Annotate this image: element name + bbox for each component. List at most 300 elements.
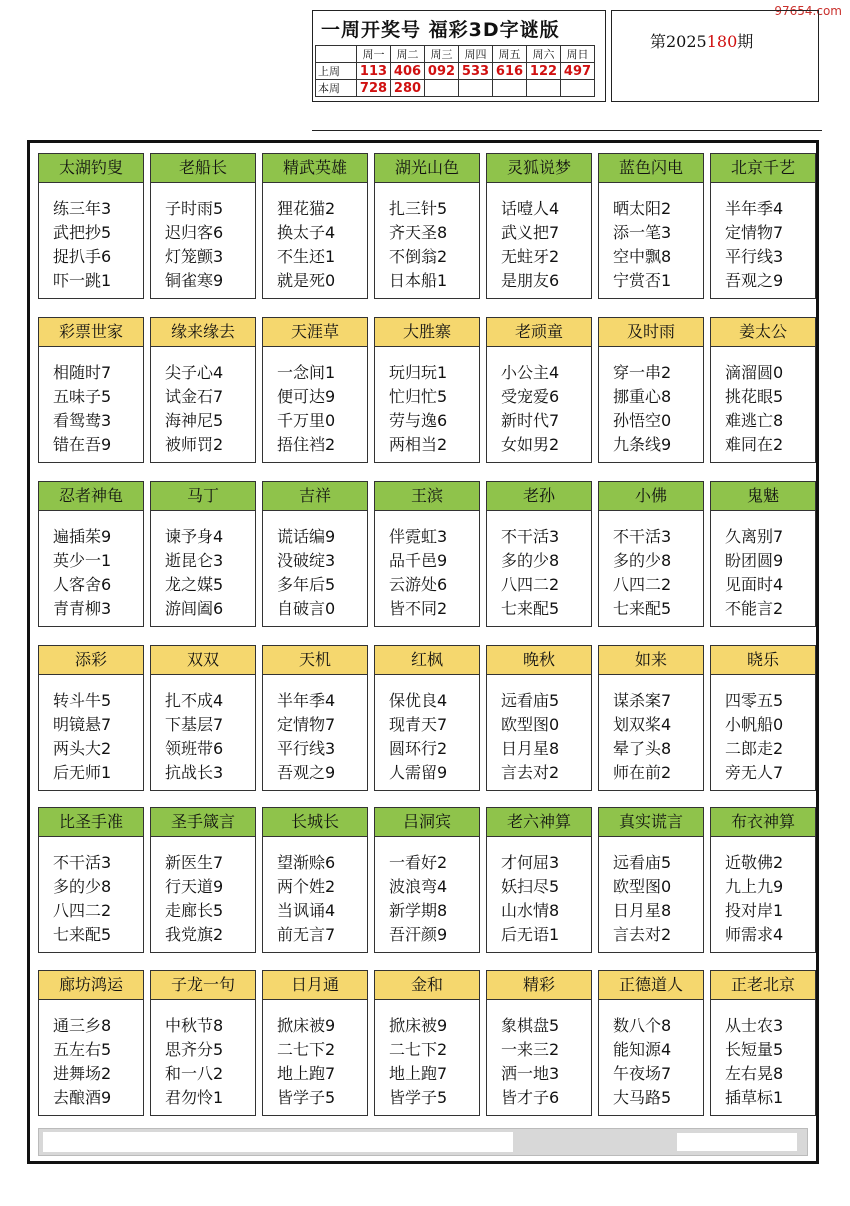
- riddle-line: 挑花眼5: [725, 387, 784, 406]
- riddle-line: 青青柳3: [53, 599, 112, 618]
- riddle-line: 铜雀寒9: [165, 271, 224, 290]
- card-riddle-lines: [599, 183, 703, 293]
- riddle-line: 半年季4: [277, 691, 336, 710]
- draw-number: 497: [561, 63, 595, 80]
- riddle-line: 远看庙5: [501, 691, 560, 710]
- card-riddle-lines: [711, 1000, 815, 1110]
- riddle-card: [150, 153, 256, 299]
- riddle-card: [374, 153, 480, 299]
- day-header: 周一: [357, 46, 391, 63]
- weekly-results-table: [315, 45, 595, 97]
- riddle-line: 新时代7: [501, 411, 560, 430]
- riddle-card: [38, 317, 144, 463]
- draw-number: [459, 80, 493, 97]
- riddle-line: 我党旗2: [165, 925, 224, 944]
- issue-number: 第2025180期: [650, 32, 754, 51]
- riddle-card: [262, 481, 368, 627]
- draw-results-header: [312, 10, 606, 102]
- riddle-line: 不生还1: [277, 247, 336, 266]
- draw-number: 092: [425, 63, 459, 80]
- card-author-name: 灵狐说梦: [487, 154, 591, 183]
- card-riddle-lines: [151, 837, 255, 947]
- riddle-line: 两相当2: [389, 435, 448, 454]
- card-author-name: 如来: [599, 646, 703, 675]
- riddle-card: [486, 481, 592, 627]
- card-author-name: 老船长: [151, 154, 255, 183]
- card-author-name: 鬼魅: [711, 482, 815, 511]
- riddle-line: 吾观之9: [277, 763, 336, 782]
- riddle-line: 多的少8: [501, 551, 560, 570]
- riddle-line: 地上跑7: [389, 1064, 448, 1083]
- riddle-line: 试金石7: [165, 387, 224, 406]
- riddle-line: 两头大2: [53, 739, 112, 758]
- riddle-line: 子时雨5: [165, 199, 224, 218]
- card-author-name: 添彩: [39, 646, 143, 675]
- riddle-card: [710, 807, 816, 953]
- divider: [312, 130, 822, 131]
- riddle-card: [374, 970, 480, 1116]
- card-author-name: 吉祥: [263, 482, 367, 511]
- riddle-line: 久离别7: [725, 527, 784, 546]
- riddle-line: 近敬佛2: [725, 853, 784, 872]
- riddle-line: 受宠爱6: [501, 387, 560, 406]
- riddle-line: 小帆船0: [725, 715, 784, 734]
- riddle-line: 平行线3: [277, 739, 336, 758]
- riddle-line: 便可达9: [277, 387, 336, 406]
- riddle-line: 一来三2: [501, 1040, 560, 1059]
- riddle-line: 插草标1: [725, 1088, 784, 1107]
- riddle-line: 女如男2: [501, 435, 560, 454]
- card-riddle-lines: [375, 1000, 479, 1110]
- riddle-line: 通三乡8: [53, 1016, 112, 1035]
- riddle-line: 人需留9: [389, 763, 448, 782]
- day-header: 周四: [459, 46, 493, 63]
- card-riddle-lines: [39, 837, 143, 947]
- riddle-line: 师在前2: [613, 763, 672, 782]
- row-label: 本周: [316, 80, 357, 97]
- riddle-line: 被师罚2: [165, 435, 224, 454]
- riddle-line: 欧型图0: [501, 715, 560, 734]
- card-author-name: 湖光山色: [375, 154, 479, 183]
- card-riddle-lines: [487, 1000, 591, 1110]
- card-riddle-lines: [39, 347, 143, 457]
- card-author-name: 老顽童: [487, 318, 591, 347]
- riddle-line: 平行线3: [725, 247, 784, 266]
- riddle-line: 一看好2: [389, 853, 448, 872]
- draw-number: 533: [459, 63, 493, 80]
- day-header: 周五: [493, 46, 527, 63]
- riddle-line: 忙归忙5: [389, 387, 448, 406]
- riddle-line: 自破言0: [277, 599, 336, 618]
- riddle-card: [374, 317, 480, 463]
- riddle-line: 九上九9: [725, 877, 784, 896]
- riddle-line: 齐天圣8: [389, 223, 448, 242]
- draw-number: 280: [391, 80, 425, 97]
- riddle-line: 二七下2: [389, 1040, 448, 1059]
- riddle-card: [262, 970, 368, 1116]
- riddle-line: 进舞场2: [53, 1064, 112, 1083]
- riddle-line: 二七下2: [277, 1040, 336, 1059]
- riddle-line: 谋杀案7: [613, 691, 672, 710]
- riddle-line: 盼团圆9: [725, 551, 784, 570]
- riddle-line: 是朋友6: [501, 271, 560, 290]
- card-author-name: 日月通: [263, 971, 367, 1000]
- card-author-name: 及时雨: [599, 318, 703, 347]
- draw-number: 406: [391, 63, 425, 80]
- riddle-line: 吾汗颜9: [389, 925, 448, 944]
- card-riddle-lines: [375, 837, 479, 947]
- riddle-card: [598, 970, 704, 1116]
- riddle-line: 象棋盘5: [501, 1016, 560, 1035]
- card-author-name: 金和: [375, 971, 479, 1000]
- riddle-card: [486, 970, 592, 1116]
- card-author-name: 廊坊鸿运: [39, 971, 143, 1000]
- card-author-name: 精彩: [487, 971, 591, 1000]
- draw-number: [425, 80, 459, 97]
- riddle-line: 后无语1: [501, 925, 560, 944]
- riddle-line: 云游处6: [389, 575, 448, 594]
- riddle-card: [486, 317, 592, 463]
- footer-bar: [38, 1128, 808, 1156]
- riddle-line: 抗战长3: [165, 763, 224, 782]
- draw-number: 728: [357, 80, 391, 97]
- riddle-line: 空中飘8: [613, 247, 672, 266]
- card-author-name: 真实谎言: [599, 808, 703, 837]
- riddle-line: 不干活3: [501, 527, 560, 546]
- riddle-line: 皆学子5: [389, 1088, 448, 1107]
- card-riddle-lines: [487, 183, 591, 293]
- riddle-line: 数八个8: [613, 1016, 672, 1035]
- card-riddle-lines: [151, 347, 255, 457]
- riddle-line: 皆不同2: [389, 599, 448, 618]
- riddle-line: 去酿酒9: [53, 1088, 112, 1107]
- riddle-card: [710, 481, 816, 627]
- riddle-line: 下基层7: [165, 715, 224, 734]
- card-riddle-lines: [263, 1000, 367, 1110]
- riddle-line: 相随时7: [53, 363, 112, 382]
- riddle-line: 捂住裆2: [277, 435, 336, 454]
- riddle-line: 不倒翁2: [389, 247, 448, 266]
- riddle-line: 君勿怜1: [165, 1088, 224, 1107]
- card-author-name: 王滨: [375, 482, 479, 511]
- riddle-line: 左右晃8: [725, 1064, 784, 1083]
- issue-box: [611, 10, 819, 102]
- riddle-line: 远看庙5: [613, 853, 672, 872]
- riddle-line: 七来配5: [53, 925, 112, 944]
- riddle-line: 现青天7: [389, 715, 448, 734]
- riddle-line: 领班带6: [165, 739, 224, 758]
- riddle-line: 话噎人4: [501, 199, 560, 218]
- riddle-card: [374, 481, 480, 627]
- card-riddle-lines: [263, 511, 367, 621]
- riddle-line: 五味子5: [53, 387, 112, 406]
- riddle-line: 灯笼颤3: [165, 247, 224, 266]
- riddle-card: [486, 645, 592, 791]
- riddle-line: 掀床被9: [277, 1016, 336, 1035]
- riddle-line: 掀床被9: [389, 1016, 448, 1035]
- card-riddle-lines: [375, 183, 479, 293]
- draw-number: 113: [357, 63, 391, 80]
- riddle-line: 吓一跳1: [53, 271, 112, 290]
- riddle-line: 不干活3: [53, 853, 112, 872]
- card-riddle-lines: [39, 675, 143, 785]
- riddle-line: 挪重心8: [613, 387, 672, 406]
- card-riddle-lines: [39, 183, 143, 293]
- riddle-line: 晒太阳2: [613, 199, 672, 218]
- riddle-line: 皆才子6: [501, 1088, 560, 1107]
- riddle-card: [262, 645, 368, 791]
- card-riddle-lines: [151, 1000, 255, 1110]
- riddle-line: 地上跑7: [277, 1064, 336, 1083]
- riddle-line: 扎三针5: [389, 199, 448, 218]
- riddle-card: [38, 645, 144, 791]
- riddle-line: 谏予身4: [165, 527, 224, 546]
- day-header: 周日: [561, 46, 595, 63]
- riddle-line: 海神尼5: [165, 411, 224, 430]
- riddle-line: 难逃亡8: [725, 411, 784, 430]
- card-author-name: 精武英雄: [263, 154, 367, 183]
- day-header: 周二: [391, 46, 425, 63]
- draw-number: 616: [493, 63, 527, 80]
- riddle-line: 日月星8: [501, 739, 560, 758]
- riddle-line: 中秋节8: [165, 1016, 224, 1035]
- riddle-line: 八四二2: [613, 575, 672, 594]
- riddle-line: 日本船1: [389, 271, 448, 290]
- riddle-line: 七来配5: [613, 599, 672, 618]
- riddle-line: 迟归客6: [165, 223, 224, 242]
- draw-number: [493, 80, 527, 97]
- riddle-line: 宁赏否1: [613, 271, 672, 290]
- card-author-name: 天机: [263, 646, 367, 675]
- riddle-line: 品千邑9: [389, 551, 448, 570]
- riddle-card: [262, 807, 368, 953]
- riddle-line: 劳与逸6: [389, 411, 448, 430]
- card-riddle-lines: [375, 347, 479, 457]
- riddle-card: [38, 481, 144, 627]
- riddle-line: 晕了头8: [613, 739, 672, 758]
- riddle-card: [598, 807, 704, 953]
- riddle-line: 两个姓2: [277, 877, 336, 896]
- riddle-line: 和一八2: [165, 1064, 224, 1083]
- riddle-card: [598, 481, 704, 627]
- riddle-line: 吾观之9: [725, 271, 784, 290]
- riddle-line: 八四二2: [53, 901, 112, 920]
- riddle-card: [150, 645, 256, 791]
- riddle-line: 山水情8: [501, 901, 560, 920]
- draw-number: [561, 80, 595, 97]
- card-riddle-lines: [487, 675, 591, 785]
- riddle-line: 换太子4: [277, 223, 336, 242]
- card-author-name: 北京千艺: [711, 154, 815, 183]
- riddle-line: 长短量5: [725, 1040, 784, 1059]
- riddle-card: [150, 970, 256, 1116]
- card-riddle-lines: [263, 837, 367, 947]
- riddle-card: [710, 645, 816, 791]
- card-author-name: 彩票世家: [39, 318, 143, 347]
- card-author-name: 晚秋: [487, 646, 591, 675]
- card-author-name: 缘来缘去: [151, 318, 255, 347]
- riddle-line: 扎不成4: [165, 691, 224, 710]
- riddle-card: [598, 645, 704, 791]
- riddle-line: 二郎走2: [725, 739, 784, 758]
- riddle-line: 圆环行2: [389, 739, 448, 758]
- riddle-line: 多年后5: [277, 575, 336, 594]
- riddle-line: 波浪弯4: [389, 877, 448, 896]
- card-riddle-lines: [599, 675, 703, 785]
- riddle-line: 无蛀牙2: [501, 247, 560, 266]
- draw-number: 122: [527, 63, 561, 80]
- card-riddle-lines: [711, 675, 815, 785]
- riddle-line: 练三年3: [53, 199, 112, 218]
- card-riddle-lines: [263, 183, 367, 293]
- riddle-card: [598, 153, 704, 299]
- card-riddle-lines: [375, 511, 479, 621]
- riddle-line: 谎话编9: [277, 527, 336, 546]
- card-author-name: 双双: [151, 646, 255, 675]
- card-author-name: 长城长: [263, 808, 367, 837]
- riddle-line: 转斗牛5: [53, 691, 112, 710]
- riddle-line: 思齐分5: [165, 1040, 224, 1059]
- card-riddle-lines: [151, 511, 255, 621]
- riddle-line: 五左右5: [53, 1040, 112, 1059]
- riddle-card: [486, 807, 592, 953]
- riddle-line: 小公主4: [501, 363, 560, 382]
- card-author-name: 正老北京: [711, 971, 815, 1000]
- riddle-line: 难同在2: [725, 435, 784, 454]
- riddle-line: 就是死0: [277, 271, 336, 290]
- card-riddle-lines: [711, 837, 815, 947]
- day-header: 周六: [527, 46, 561, 63]
- card-author-name: 正德道人: [599, 971, 703, 1000]
- riddle-line: 师需求4: [725, 925, 784, 944]
- card-author-name: 吕洞宾: [375, 808, 479, 837]
- riddle-line: 一念间1: [277, 363, 336, 382]
- card-author-name: 比圣手准: [39, 808, 143, 837]
- riddle-line: 投对岸1: [725, 901, 784, 920]
- riddle-line: 前无言7: [277, 925, 336, 944]
- riddle-line: 后无师1: [53, 763, 112, 782]
- riddle-line: 七来配5: [501, 599, 560, 618]
- riddle-line: 欧型图0: [613, 877, 672, 896]
- riddle-card: [150, 317, 256, 463]
- card-riddle-lines: [599, 1000, 703, 1110]
- riddle-line: 望渐赊6: [277, 853, 336, 872]
- riddle-card: [710, 317, 816, 463]
- riddle-line: 当讽诵4: [277, 901, 336, 920]
- riddle-card: [38, 153, 144, 299]
- riddle-line: 妖扫尽5: [501, 877, 560, 896]
- draw-number: [527, 80, 561, 97]
- riddle-line: 孙悟空0: [613, 411, 672, 430]
- card-author-name: 马丁: [151, 482, 255, 511]
- riddle-line: 捉扒手6: [53, 247, 112, 266]
- card-author-name: 大胜寨: [375, 318, 479, 347]
- card-riddle-lines: [39, 511, 143, 621]
- riddle-line: 看鸳鸯3: [53, 411, 112, 430]
- row-label: 上周: [316, 63, 357, 80]
- riddle-card: [38, 970, 144, 1116]
- riddle-card: [710, 153, 816, 299]
- card-author-name: 蓝色闪电: [599, 154, 703, 183]
- riddle-line: 不能言2: [725, 599, 784, 618]
- riddle-line: 武把抄5: [53, 223, 112, 242]
- card-riddle-lines: [151, 183, 255, 293]
- riddle-line: 定情物7: [725, 223, 784, 242]
- riddle-line: 穿一串2: [613, 363, 672, 382]
- card-author-name: 晓乐: [711, 646, 815, 675]
- riddle-line: 游闾阖6: [165, 599, 224, 618]
- last-week-row: [316, 63, 595, 80]
- card-author-name: 圣手箴言: [151, 808, 255, 837]
- this-week-row: [316, 80, 595, 97]
- riddle-line: 大马路5: [613, 1088, 672, 1107]
- riddle-line: 新学期8: [389, 901, 448, 920]
- riddle-card: [598, 317, 704, 463]
- page-title: 一周开奖号 福彩3D字谜版: [321, 19, 560, 41]
- card-riddle-lines: [599, 347, 703, 457]
- riddle-line: 保优良4: [389, 691, 448, 710]
- card-riddle-lines: [599, 511, 703, 621]
- riddle-card: [262, 317, 368, 463]
- card-author-name: 小佛: [599, 482, 703, 511]
- riddle-line: 多的少8: [53, 877, 112, 896]
- card-author-name: 老六神算: [487, 808, 591, 837]
- day-header: 周三: [425, 46, 459, 63]
- riddle-line: 行天道9: [165, 877, 224, 896]
- riddle-line: 四零五5: [725, 691, 784, 710]
- card-riddle-lines: [263, 347, 367, 457]
- riddle-line: 遍插茱9: [53, 527, 112, 546]
- card-riddle-lines: [375, 675, 479, 785]
- riddle-line: 武义把7: [501, 223, 560, 242]
- riddle-card: [38, 807, 144, 953]
- card-author-name: 子龙一句: [151, 971, 255, 1000]
- riddle-line: 日月星8: [613, 901, 672, 920]
- riddle-card: [374, 645, 480, 791]
- riddle-line: 八四二2: [501, 575, 560, 594]
- riddle-line: 明镜悬7: [53, 715, 112, 734]
- weekday-row: [316, 46, 595, 63]
- riddle-card: [710, 970, 816, 1116]
- riddle-line: 人客舍6: [53, 575, 112, 594]
- riddle-line: 半年季4: [725, 199, 784, 218]
- riddle-card: [374, 807, 480, 953]
- riddle-line: 多的少8: [613, 551, 672, 570]
- card-riddle-lines: [711, 511, 815, 621]
- card-author-name: 天涯草: [263, 318, 367, 347]
- card-riddle-lines: [487, 347, 591, 457]
- card-author-name: 布衣神算: [711, 808, 815, 837]
- riddle-line: 旁无人7: [725, 763, 784, 782]
- card-author-name: 红枫: [375, 646, 479, 675]
- riddle-line: 龙之媒5: [165, 575, 224, 594]
- riddle-line: 不干活3: [613, 527, 672, 546]
- card-riddle-lines: [487, 511, 591, 621]
- card-author-name: 姜太公: [711, 318, 815, 347]
- riddle-line: 皆学子5: [277, 1088, 336, 1107]
- card-author-name: 太湖钓叟: [39, 154, 143, 183]
- riddle-line: 错在吾9: [53, 435, 112, 454]
- card-riddle-lines: [599, 837, 703, 947]
- riddle-line: 尖子心4: [165, 363, 224, 382]
- card-author-name: 老孙: [487, 482, 591, 511]
- riddle-card: [150, 807, 256, 953]
- card-author-name: 忍者神龟: [39, 482, 143, 511]
- riddle-line: 逝昆仑3: [165, 551, 224, 570]
- riddle-line: 添一笔3: [613, 223, 672, 242]
- riddle-card: [262, 153, 368, 299]
- riddle-line: 定情物7: [277, 715, 336, 734]
